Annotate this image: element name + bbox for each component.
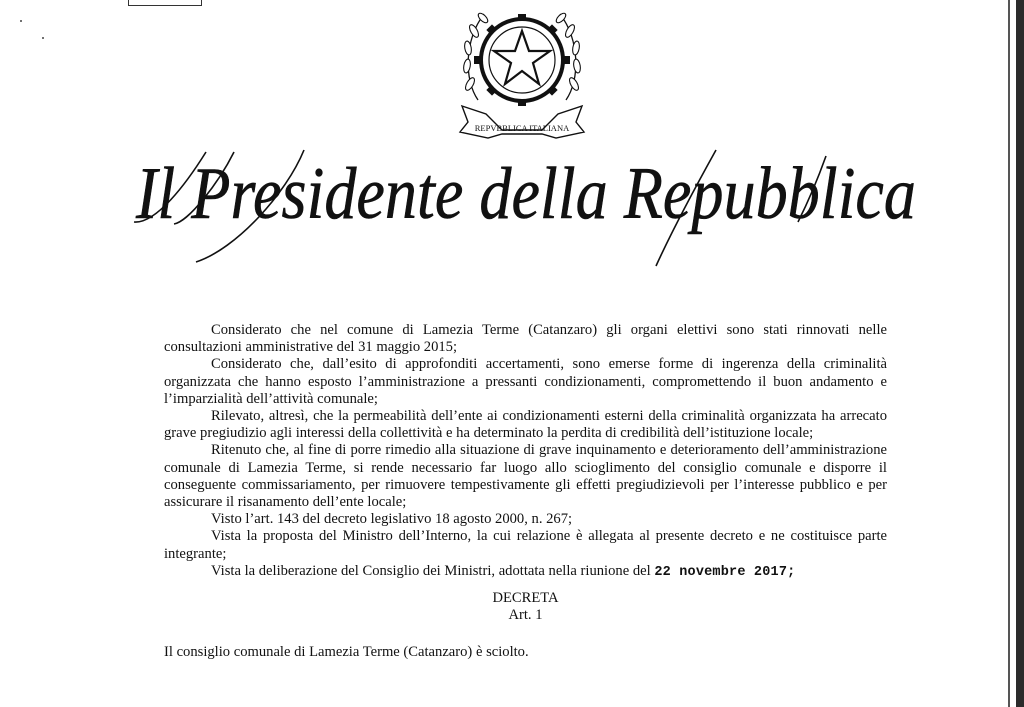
decree-body [164,322,887,662]
scan-edge-line [1008,0,1010,707]
recital-paragraph: Considerato che nel comune di Lamezia Terme (Catanzaro) gli organi elettivi sono stati rinnovati nelle consultazioni amministrative del 31 maggio 2015; [164,322,887,356]
president-heading-text: Il Presidente della Repubblica [135,153,916,235]
recital-paragraph: Rilevato, altresì, che la permeabilità dell’ente ai condizionamenti esterni della criminalità organizzata ha arrecato grave pregiudizio agli interessi della collettività e ha determinato la perdita di credibilità dell’istituzione locale; [164,408,887,442]
repubblica-emblem [456,0,588,140]
recital-paragraph: Vista la proposta del Ministro dell’Interno, la cui relazione è allegata al presente decreto e ne costituisce parte integrante; [164,528,887,562]
archive-stamp-box [128,0,202,6]
article-text: Il consiglio comunale di Lamezia Terme (Catanzaro) è sciolto. [164,644,529,661]
deliberation-paragraph [164,563,887,581]
recital-paragraph: Ritenuto che, al fine di porre rimedio alla situazione di grave inquinamento e deterioramento dell’amministrazione comunale di Lamezia Terme, si rende necessario far luogo allo scioglimento del consiglio comunale e disporre il conseguente commissariamento, per rimuovere tempestivamente gli effetti pregiudizievoli per l’interesse pubblico e per assicurare il risanamento dell’ente locale; [164,442,887,511]
decreta-heading: DECRETA [492,590,559,607]
scan-speck [20,20,22,22]
president-heading [126,144,926,266]
scan-speck [42,37,44,39]
recital-paragraph: Visto l’art. 143 del decreto legislativo 18 agosto 2000, n. 267; [211,511,573,528]
deliberation-date: 22 novembre 2017; [654,564,796,580]
recital-paragraph: Considerato che, dall’esito di approfonditi accertamenti, sono emerse forme di ingerenza della criminalità organizzata che hanno esposto l’amministrazione a pressanti condizionamenti, compromettendo il buon andamento e l’imparzialità dell’attività comunale; [164,356,887,407]
deliberation-text: Vista la deliberazione del Consiglio dei Ministri, adottata nella riunione del [211,562,655,579]
article-heading: Art. 1 [508,607,543,624]
scan-edge-bar [1016,0,1024,707]
emblem-banner-text: REPVBBLICA ITALIANA [474,123,570,133]
